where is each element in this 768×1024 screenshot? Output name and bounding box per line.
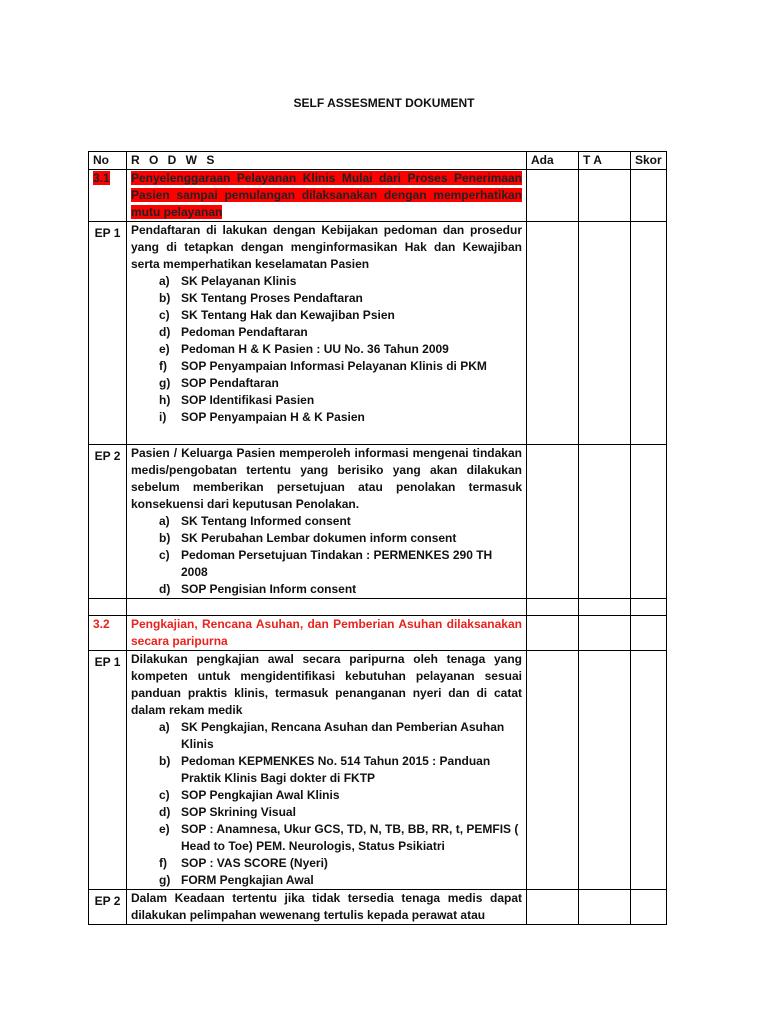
ep-text: Pendaftaran di lakukan dengan Kebijakan pedoman dan prosedur yang di tetapkan dengan menginformasikan Hak dan Kewajiban serta memperhatikan keselamatan Pasien xyxy=(131,223,522,271)
list-item: c) SK Tentang Hak dan Kewajiban Psien xyxy=(159,308,395,322)
list-item: h) SOP Identifikasi Pasien xyxy=(159,393,315,407)
list-item: f) SOP : VAS SCORE (Nyeri) xyxy=(159,856,328,870)
ta-cell[interactable] xyxy=(579,445,631,599)
list-item: d) SOP Pengisian Inform consent xyxy=(159,582,357,596)
document-title: SELF ASSESMENT DOKUMENT xyxy=(293,96,475,110)
ep-text: Dilakukan pengkajian awal secara paripurna oleh tenaga yang kompeten untuk mengidentifikasi kebutuhan pelayanan sesuai panduan praktis klinis, termasuk penanganan nyeri dan di catat dalam rekam medik xyxy=(131,652,522,717)
ada-cell[interactable] xyxy=(527,890,579,925)
header-ada: Ada xyxy=(527,152,579,170)
header-rodws: R O D W S xyxy=(127,152,527,170)
document-list xyxy=(131,513,522,598)
list-item: g) SOP Pendaftaran xyxy=(159,376,279,390)
ada-cell[interactable] xyxy=(527,222,579,445)
assessment-table xyxy=(88,151,667,925)
header-row xyxy=(89,152,667,170)
ep-code: EP 2 xyxy=(89,445,127,599)
ta-cell[interactable] xyxy=(579,170,631,222)
header-ta: T A xyxy=(579,152,631,170)
ep-row xyxy=(89,651,667,890)
section-row xyxy=(89,616,667,651)
list-item: a) SK Pelayanan Klinis xyxy=(159,274,297,288)
ep-row xyxy=(89,890,667,925)
list-item: c) SOP Pengkajian Awal Klinis xyxy=(159,788,340,802)
ep-code: EP 1 xyxy=(89,651,127,890)
skor-cell[interactable] xyxy=(631,651,667,890)
skor-cell[interactable] xyxy=(631,890,667,925)
list-item: e) Pedoman H & K Pasien : UU No. 36 Tahun 2009 xyxy=(159,342,449,356)
ep-row xyxy=(89,445,667,599)
list-item: b) SK Perubahan Lembar dokumen inform consent xyxy=(159,531,457,545)
list-item: a) SK Pengkajian, Rencana Asuhan dan Pemberian Asuhan Klinis xyxy=(159,720,505,751)
ta-cell[interactable] xyxy=(579,651,631,890)
blank-row xyxy=(89,599,667,616)
document-list xyxy=(131,719,522,889)
skor-cell[interactable] xyxy=(631,170,667,222)
ada-cell[interactable] xyxy=(527,445,579,599)
header-skor: Skor xyxy=(631,152,667,170)
skor-cell[interactable] xyxy=(631,445,667,599)
ep-text: Pasien / Keluarga Pasien memperoleh informasi mengenai tindakan medis/pengobatan tertentu yang berisiko yang akan dilakukan sebelum memberikan persetujuan atau penolakan termasuk konsekuensi dari keputusan Penolakan. xyxy=(131,446,522,511)
list-item: g) FORM Pengkajian Awal xyxy=(159,873,314,887)
ep-row xyxy=(89,222,667,445)
ta-cell[interactable] xyxy=(579,616,631,651)
list-item: f) SOP Penyampaian Informasi Pelayanan Klinis di PKM xyxy=(159,359,487,373)
list-item: e) SOP : Anamnesa, Ukur GCS, TD, N, TB, BB, RR, t, PEMFIS ( Head to Toe) PEM. Neurologis, Status Psikiatri xyxy=(159,822,519,853)
list-item: d) SOP Skrining Visual xyxy=(159,805,296,819)
list-item: a) SK Tentang Informed consent xyxy=(159,514,351,528)
ta-cell[interactable] xyxy=(579,222,631,445)
list-item: c) Pedoman Persetujuan Tindakan : PERMENKES 290 TH 2008 xyxy=(159,548,493,579)
section-title: Penyelenggaraan Pelayanan Klinis Mulai dari Proses Penerimaan Pasien sampai pemulangan dilaksanakan dengan memperhatikan mutu pelayanan xyxy=(131,171,522,219)
section-number: 3.2 xyxy=(89,616,127,651)
list-item: i) SOP Penyampaian H & K Pasien xyxy=(159,410,365,424)
section-title: Pengkajian, Rencana Asuhan, dan Pemberian Asuhan dilaksanakan secara paripurna xyxy=(127,616,527,651)
ada-cell[interactable] xyxy=(527,616,579,651)
skor-cell[interactable] xyxy=(631,222,667,445)
ada-cell[interactable] xyxy=(527,651,579,890)
section-row xyxy=(89,170,667,222)
section-number: 3.1 xyxy=(93,171,110,185)
ep-code: EP 1 xyxy=(89,222,127,445)
ada-cell[interactable] xyxy=(527,170,579,222)
ep-code: EP 2 xyxy=(89,890,127,925)
list-item: b) Pedoman KEPMENKES No. 514 Tahun 2015 : Panduan Praktik Klinis Bagi dokter di FKTP xyxy=(159,754,491,785)
skor-cell[interactable] xyxy=(631,616,667,651)
header-no: No xyxy=(89,152,127,170)
document-list xyxy=(131,273,522,426)
ta-cell[interactable] xyxy=(579,890,631,925)
list-item: b) SK Tentang Proses Pendaftaran xyxy=(159,291,363,305)
list-item: d) Pedoman Pendaftaran xyxy=(159,325,308,339)
ep-text: Dalam Keadaan tertentu jika tidak tersedia tenaga medis dapat dilakukan pelimpahan wewenang tertulis kepada perawat atau xyxy=(127,890,527,925)
